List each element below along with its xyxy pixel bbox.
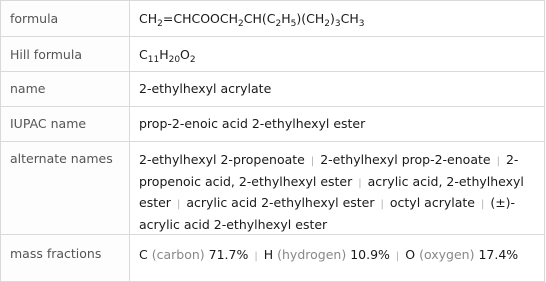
separator: | (176, 199, 181, 210)
element-name: (hydrogen) (277, 247, 347, 262)
alternate-names-row (1, 142, 545, 235)
hill-formula-label-cell (1, 37, 130, 72)
mass-fractions-label-cell (1, 235, 130, 282)
alternate-name: acrylic acid 2-ethylhexyl ester (186, 195, 375, 210)
element-fraction: 17.4% (478, 247, 519, 262)
formula-label: formula (10, 11, 59, 26)
name-label: name (10, 81, 46, 96)
separator: | (395, 251, 400, 262)
mass-fractions-label: mass fractions (10, 246, 102, 261)
mass-fractions-row (1, 235, 545, 282)
alternate-names-value-cell (130, 142, 545, 235)
element-name: (carbon) (151, 247, 205, 262)
alternate-name: (±)-acrylic acid 2-ethylhexyl ester (139, 195, 516, 232)
hill-formula-value-cell (130, 37, 545, 72)
name-row (1, 72, 545, 107)
name-value: 2-ethylhexyl acrylate (139, 81, 272, 96)
iupac-name-row (1, 107, 545, 142)
separator: | (496, 156, 500, 167)
name-label-cell (1, 72, 130, 107)
alternate-name: 2-propenoic acid, 2-ethylhexyl ester (139, 152, 519, 189)
alternate-name: 2-ethylhexyl 2-propenoate (139, 152, 305, 167)
hill-formula-row (1, 37, 545, 72)
iupac-name-label-cell (1, 107, 130, 142)
mass-fractions-value-cell (130, 235, 545, 282)
alternate-name: acrylic acid, 2-ethylhexyl ester (139, 173, 524, 210)
iupac-name-value-cell (130, 107, 545, 142)
formula-label-cell (1, 1, 130, 37)
element-symbol: C (139, 247, 148, 262)
element-fraction: 71.7% (208, 247, 249, 262)
separator: | (358, 177, 362, 189)
element-symbol: O (405, 247, 416, 262)
alternate-name: 2-ethylhexyl prop-2-enoate (320, 152, 491, 167)
formula-value: $CH_2=CHCOOCH_2CH(C_2H_5)(CH_2)_3CH_3$ (139, 11, 365, 29)
alternate-name: octyl acrylate (389, 195, 475, 210)
alternate-names-label: alternate names (10, 151, 113, 166)
element-name: (oxygen) (419, 247, 475, 262)
element-symbol: H (263, 247, 274, 262)
alternate-names-list (130, 142, 544, 234)
separator: | (254, 251, 258, 262)
iupac-name-label: IUPAC name (10, 116, 87, 131)
separator: | (380, 199, 384, 210)
hill-formula-value: $C_{11}H_{20}O_2$ (139, 47, 196, 65)
mass-fractions-list (130, 235, 544, 267)
formula-value-cell (130, 1, 545, 37)
name-value-cell (130, 72, 545, 107)
separator: | (480, 199, 485, 210)
iupac-name-value: prop-2-enoic acid 2-ethylhexyl ester (139, 116, 366, 131)
separator: | (310, 156, 315, 167)
hill-formula-label: Hill formula (10, 47, 82, 62)
element-fraction: 10.9% (350, 247, 390, 262)
alternate-names-label-cell (1, 142, 130, 235)
formula-row (1, 1, 545, 37)
